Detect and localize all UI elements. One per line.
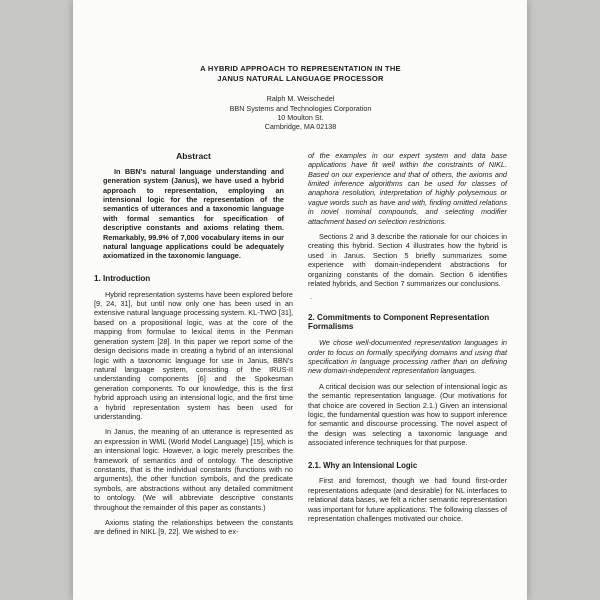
paper-title-line2: JANUS NATURAL LANGUAGE PROCESSOR xyxy=(217,73,384,83)
author-affiliation: BBN Systems and Technologies Corporation xyxy=(229,103,372,113)
author-block xyxy=(94,94,507,132)
paper-title-line1: A HYBRID APPROACH TO REPRESENTATION IN THE xyxy=(200,64,401,73)
abstract-heading: Abstract xyxy=(176,150,211,161)
author-address-street: 10 Moulton St. xyxy=(277,113,324,122)
paper-title xyxy=(94,64,507,83)
section-2-paragraph-1: We chose well-documented representation languages in order to focus on formally specifying domains and using that specification in language processing rather than on defining new domain-independent representation languages. xyxy=(308,338,507,376)
page-content xyxy=(73,0,527,537)
section-1-heading: 1. Introduction xyxy=(94,273,151,283)
right-column xyxy=(308,149,507,537)
left-column xyxy=(94,149,293,537)
paper-page xyxy=(73,0,527,600)
sections-overview-paragraph: Sections 2 and 3 describe the rationale for our choices in creating this hybrid. Section 4 illustrates how the hybrid is used in Janus. Section 5 briefly summarizes some experience with domain-independent abstractions for organizing constants of the domain. Section 6 identifies related hybrids, and Section 7 summarizes our conclusions. xyxy=(308,232,507,289)
intro-paragraph-3: Axioms stating the relationships between the constants are defined in NIKL [9, 22]. We wished to ex- xyxy=(94,518,293,537)
section-2-heading: 2. Commitments to Component Representation Formalisms xyxy=(308,312,490,332)
intro-paragraph-2: In Janus, the meaning of an utterance is represented as an expression in WML (World Model Language) [15], which is an intensional logic. However, a logic merely prescribes the framework of semantics and of ontology. The descriptive constants, that is the individual constants (functions with no arguments), the other function symbols, and the predicate symbols, are abstractions without any detailed commitment to ontology. (We will abbreviate descriptive constants throughout the remainder of this paper as constants.) xyxy=(94,427,293,512)
section-2-1-heading: 2.1. Why an Intensional Logic xyxy=(308,460,418,470)
two-column-body xyxy=(94,149,507,537)
abstract-paragraph: In BBN's natural language understanding and generation system (Janus), we have used a hybrid approach to representation, employing an intensional logic for the representation of the semantics of utterances and a taxonomic language with formal semantics for specification of descriptive constants and axioms relating them. Remarkably, 99.9% of 7,000 vocabulary items in our natural language applications could be adequately axiomatized in the taxonomic language. xyxy=(103,166,284,261)
intro-paragraph-1: Hybrid representation systems have been explored before [9, 24, 31], but until now only one has been used in an extensive natural language processing system. KL-TWO [31], based on a propositional logic, was at the core of the mapping from formulae to lexical items in the Penman generation system [28]. In this paper we report some of the design decisions made in creating a hybrid of an intensional logic with a taxonomic language for use in Janus, BBN's natural language system, consisting of the IRUS-II understanding components [6] and the Spokesman generation components. To our knowledge, this is the first hybrid approach using an intensional logic, and the first time a hybrid representation system has been used for understanding. xyxy=(94,289,293,421)
continuation-paragraph: of the examples in our expert system and data base applications have fit well within the constraints of NIKL. Based on our experience and that of others, the axioms and limited inference algorithms can be used for classes of anaphora resolution, interpretation of highly polysemous or vague words such as have and with, finding omitted relations in novel nominal compounds, and selecting modifier attachment based on selection restrictions. xyxy=(308,150,507,226)
author-address-city: Cambridge, MA 02138 xyxy=(264,122,337,132)
author-name: Ralph M. Weischedel xyxy=(266,94,335,104)
section-2-1-paragraph-1: First and foremost, though we had found first-order representations adequate (and desirable) for NL interfaces to relational data bases, we felt a richer semantic representation was important for future applications. The following classes of representation challenges motivated our choice. xyxy=(308,476,507,523)
stray-scan-mark: . xyxy=(310,291,313,301)
section-2-paragraph-2: A critical decision was our selection of intensional logic as the semantic representation language. (Our motivations for that choice are covered in Section 2.1.) Given an intensional logic, the fundamental question was how to support inference for semantic and discourse processing. The novel aspect of the design was selecting a taxonomic language and associated inference techniques for that purpose. xyxy=(308,381,507,448)
